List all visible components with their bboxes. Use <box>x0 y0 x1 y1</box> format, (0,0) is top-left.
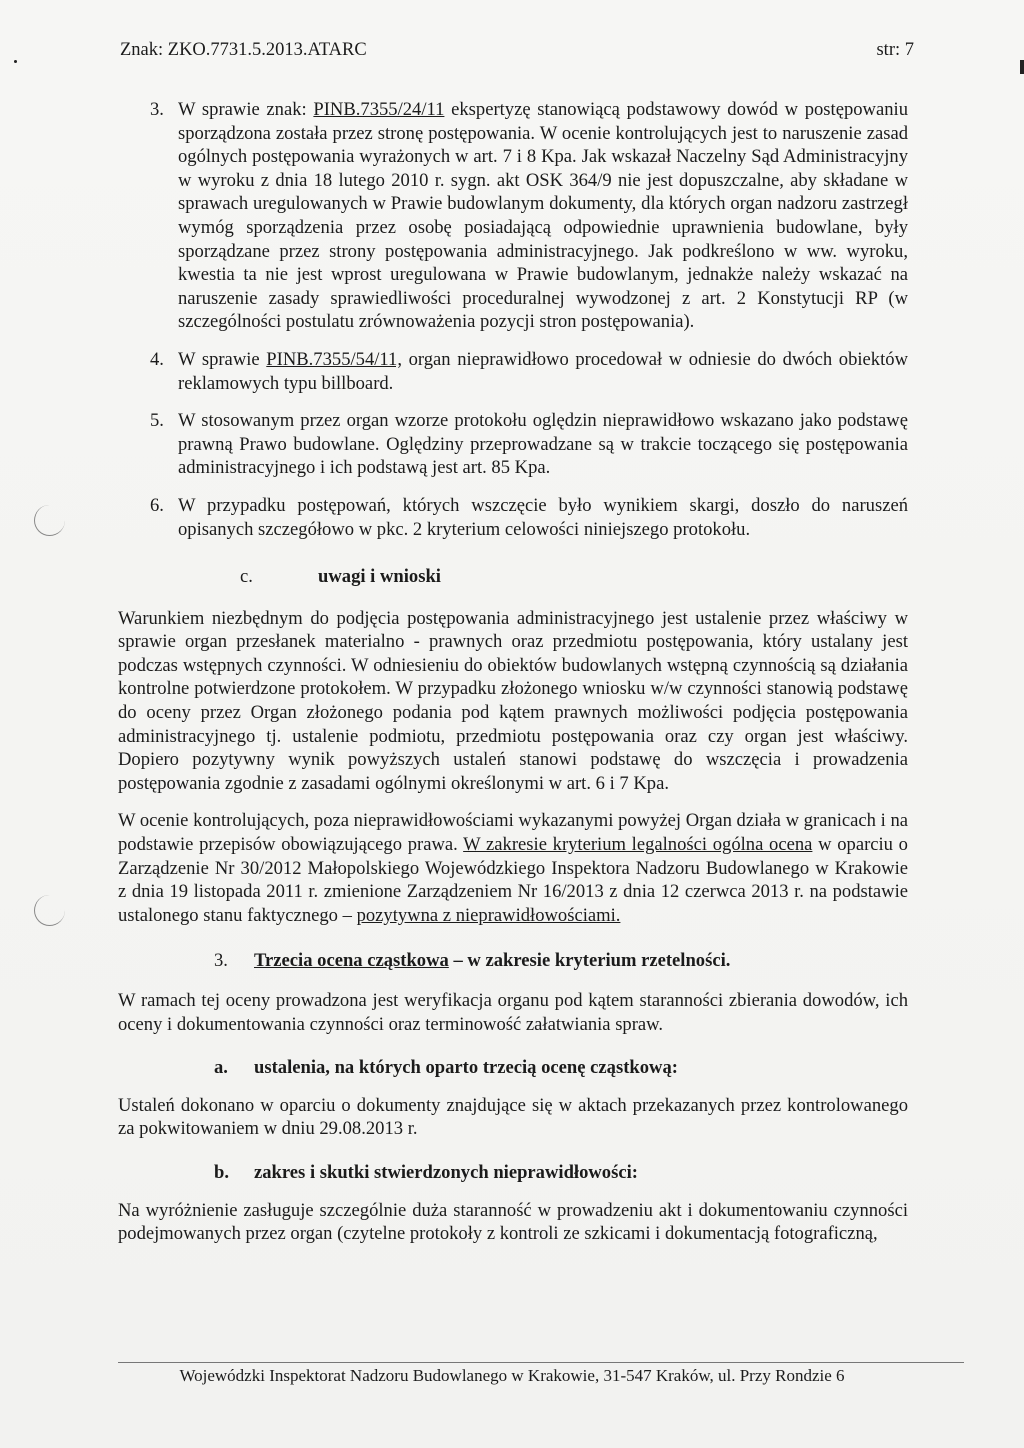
heading-underlined: Trzecia ocena cząstkowa <box>254 950 449 972</box>
page-header <box>120 40 914 61</box>
assessment-text: W ocenie kontrolujących, poza nieprawidłowościami wykazanymi powyżej Organ działa w granicach i na podstawie przepisów obowiązującego prawa. <box>118 810 908 856</box>
scan-margin-mark <box>1020 60 1024 74</box>
finding-number: 5. <box>150 410 164 432</box>
page-number: str: 7 <box>876 40 914 60</box>
finding-number: 4. <box>150 348 164 370</box>
finding-item <box>118 409 908 480</box>
paragraph-conditions: Warunkiem niezbędnym do podjęcia postępowania administracyjnego jest ustalenie przez właściwy w sprawie organ przesłanek materialno - prawnych oraz przedmiotu postępowania, który ustalany jest podczas wstępnych czynności. W odniesieniu do obiektów budowlanych wstępną czynnością są działania kontrolne potwierdzone protokołem. W przypadku złożonego wniosku w/w czynności stanowią podstawę do oceny przez Organ złożonego podania pod kątem prawnych możliwości podjęcia postępowania administracyjnego tj. ustalenie podmiotu, przedmiotu postępowania oraz czy organ jest właściwy. Dopiero pozytywny wynik powyższych ustaleń stanowi podstawę do wszczęcia i prowadzenia postępowania zgodnie z zasadami ogólnymi określonymi w art. 6 i 7 Kpa. <box>118 607 908 794</box>
finding-text-part: W sprawie <box>178 348 267 370</box>
section-letter: c. <box>240 566 253 588</box>
subsection-title: zakres i skutki stwierdzonych nieprawidłowości: <box>254 1161 638 1183</box>
finding-number: 3. <box>150 99 164 120</box>
finding-item <box>118 98 908 334</box>
heading-rest: – w zakresie kryterium rzetelności. <box>448 950 731 972</box>
finding-text-part: W sprawie znak: <box>178 99 314 120</box>
document-body <box>118 98 908 1260</box>
finding-text-part: ekspertyzę stanowiącą podstawowy dowód w postępowaniu sporządzona została przez stronę postępowania. W ocenie kontrolujących jest to naruszenie zasad ogólnych postępowania wyrażonych w art. 7 i 8 Kpa. Jak wskazał Naczelny Sąd Administracyjny w wyroku z dnia 18 lutego 2010 r. sygn. akt OSK 364/9 nie jest dopuszczalne, aby składane w sprawach uregulowanych w Prawie budowlanym dokumenty, dla których organ nadzoru zastrzegł wymóg sporządzenia przez osobę posiadającą odpowiednie uprawnienia budowlane, były sporządzane przez strony postępowania administracyjnego. Jak podkreślono w ww. wyroku, kwestia ta nie jest wprost uregulowana w Prawie budowlanym, jednakże należy wskazać na naruszenie zasady sprawiedliwości proceduralnej wywodzonej z art. 2 Konstytucji RP (w szczególności postulatu zrównoważenia pozycji stron postępowania). <box>178 99 908 333</box>
footer-divider <box>118 1362 964 1363</box>
section-title: uwagi i wnioski <box>318 566 441 588</box>
subsection-b-heading <box>118 1161 908 1185</box>
case-reference: PINB.7355/24/11 <box>313 99 445 120</box>
subsection-title: ustalenia, na których oparto trzecią ocenę cząstkową: <box>254 1057 678 1079</box>
heading-number: 3. <box>214 950 228 972</box>
assessment-text-cont: w oparciu o Zarządzenie Nr 30/2012 Małopolskiego Wojewódzkiego Inspektora Nadzoru Budowlanego w Krakowie z dnia 19 listopada 2011 r. zmienione Zarządzeniem Nr 16/2013 z dnia 12 czerwca 2013 r. na podstawie ustalonego stanu faktycznego – <box>118 834 908 926</box>
finding-text <box>178 494 908 541</box>
assessment-result: pozytywna z nieprawidłowościami. <box>356 904 621 926</box>
subsection-a-heading <box>118 1056 908 1080</box>
finding-item <box>118 494 908 541</box>
subsection-letter: a. <box>214 1057 228 1079</box>
finding-text-part: W przypadku postępowań, których wszczęcie było wynikiem skargi, doszło do naruszeń opisanych szczegółowo w pkc. 2 kryterium celowości niniejszego protokołu. <box>178 494 908 540</box>
punch-hole-mark <box>34 505 65 536</box>
section-c-heading <box>118 565 908 589</box>
finding-text-part: organ nieprawidłowo procedował w odniesie do dwóch obiektów reklamowych typu billboard. <box>178 348 908 394</box>
findings-list <box>118 98 908 541</box>
case-sign: Znak: ZKO.7731.5.2013.ATARC <box>120 40 367 60</box>
finding-number: 6. <box>150 494 164 516</box>
third-assessment-heading <box>118 949 908 973</box>
finding-item <box>118 348 908 395</box>
punch-hole-mark <box>34 895 65 926</box>
case-reference: PINB.7355/54/11, <box>266 348 402 370</box>
finding-text <box>178 98 908 334</box>
scan-dot <box>14 60 17 63</box>
paragraph-assessment <box>118 809 908 927</box>
paragraph-findings-basis: Ustaleń dokonano w oparciu o dokumenty znajdujące się w aktach przekazanych przez kontrolowanego za pokwitowaniem w dniu 29.08.2013 r. <box>118 1094 908 1140</box>
assessment-underlined: W zakresie kryterium legalności ogólna ocena <box>463 834 813 856</box>
finding-text <box>178 348 908 395</box>
subsection-letter: b. <box>214 1161 229 1183</box>
page-footer: Wojewódzki Inspektorat Nadzoru Budowlanego w Krakowie, 31-547 Kraków, ul. Przy Rondzie 6 <box>179 1366 845 1385</box>
paragraph-distinction: Na wyróżnienie zasługuje szczególnie duża staranność w prowadzeniu akt i dokumentowaniu czynności podejmowanych przez organ (czytelne protokoły z kontroli ze szkicami i dokumentacją fotograficzną, <box>118 1199 908 1245</box>
finding-text-part: W stosowanym przez organ wzorze protokołu oględzin nieprawidłowo wskazano jako podstawę prawną Prawo budowlane. Oględziny przeprowadzane są w trakcie toczącego się postępowania administracyjnego i ich podstawą jest art. 85 Kpa. <box>178 410 908 479</box>
finding-text <box>178 409 908 480</box>
paragraph-scope: W ramach tej oceny prowadzona jest weryfikacja organu pod kątem staranności zbierania dowodów, ich oceny i dokumentowania czynności oraz terminowość załatwiania spraw. <box>118 990 908 1035</box>
